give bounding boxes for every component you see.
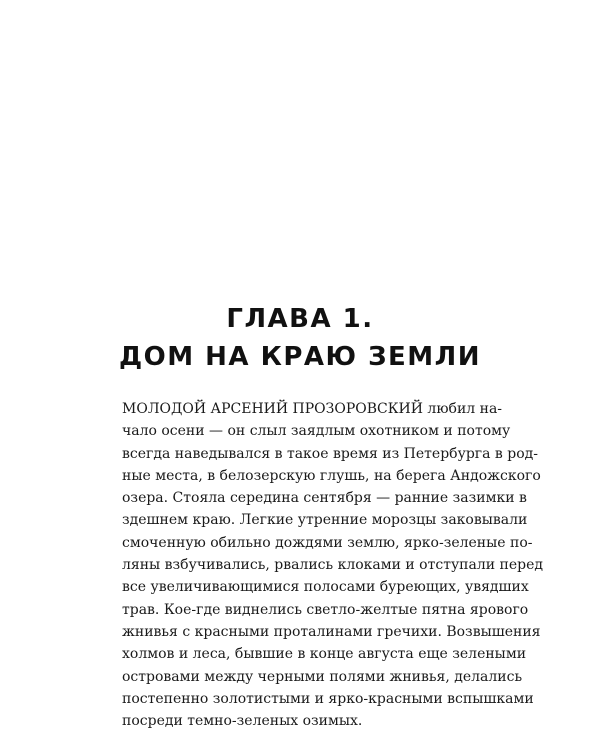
chapter-heading (0, 300, 600, 376)
text-line: островами между черными полями жнивья, делались (122, 668, 523, 685)
text-line: всегда наведывался в такое время из Петербурга в род- (122, 445, 538, 462)
text-line: МОЛОДОЙ АРСЕНИЙ ПРОЗОРОВСКИЙ любил на- (122, 401, 503, 417)
text-line: трав. Кое-где виднелись светло-желтые пятна ярового (122, 601, 529, 618)
text-line: смоченную обильно дождями землю, ярко-зеленые по- (122, 534, 533, 551)
text-line: ляны взбучивались, рвались клоками и отступали перед (122, 557, 544, 574)
text-line: ные места, в белозерскую глушь, на берега Андожского (122, 467, 541, 484)
text-line: постепенно золотистыми и ярко-красными вспышками (122, 690, 534, 707)
text-line: жнивья с красными проталинами гречихи. Возвышения (122, 623, 541, 640)
text-line: посреди темно-зеленых озимых. (122, 713, 363, 730)
text-line: озера. Стояла середина сентября — ранние зазимки в (122, 490, 527, 507)
text-line: здешнем краю. Легкие утренние морозцы заковывали (122, 512, 528, 529)
chapter-title: ДОМ НА КРАЮ ЗЕМЛИ (118, 342, 482, 372)
text-line: чало осени — он слыл заядлым охотником и потому (122, 423, 511, 440)
text-line: холмов и леса, бывшие в конце августа еще зелеными (122, 646, 527, 663)
text-line: все увеличивающимися полосами буреющих, увядших (122, 579, 529, 596)
body-paragraph (122, 398, 544, 732)
chapter-number: ГЛАВА 1. (226, 304, 374, 334)
